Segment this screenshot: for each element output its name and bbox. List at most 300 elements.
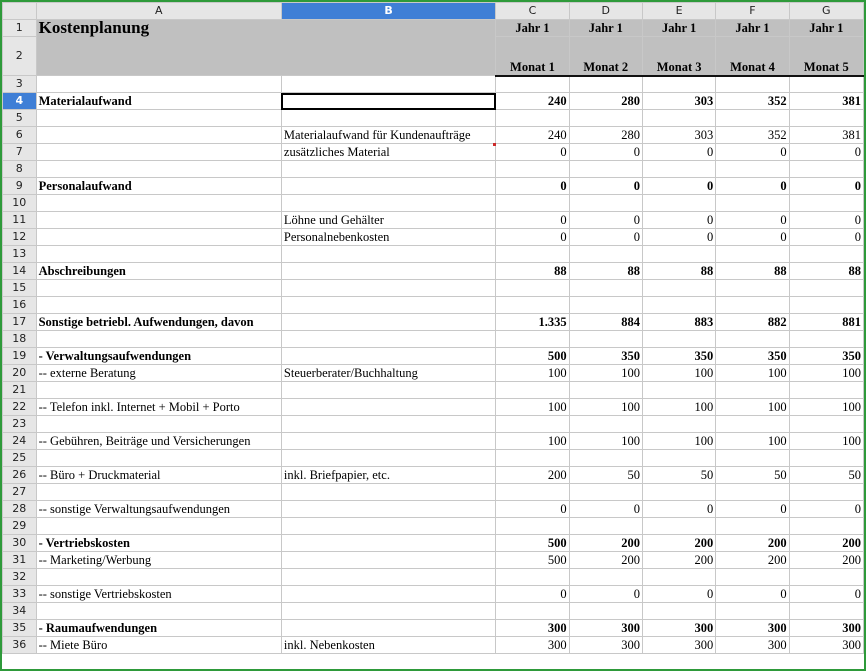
cell-value[interactable]: 0: [642, 229, 715, 246]
row-header[interactable]: 7: [3, 144, 37, 161]
cell-label[interactable]: [36, 603, 281, 620]
cell-note[interactable]: zusätzliches Material: [281, 144, 495, 161]
cell-label[interactable]: [36, 212, 281, 229]
cell-value[interactable]: 50: [789, 467, 863, 484]
cell-value[interactable]: [496, 484, 569, 501]
cell-value[interactable]: [642, 331, 715, 348]
cell-label[interactable]: [36, 110, 281, 127]
month-cell-c[interactable]: Monat 1: [496, 37, 569, 76]
cell-note[interactable]: inkl. Nebenkosten: [281, 637, 495, 654]
year-cell-g[interactable]: Jahr 1: [789, 20, 863, 37]
cell-value[interactable]: 0: [496, 229, 569, 246]
cell-label[interactable]: -- externe Beratung: [36, 365, 281, 382]
cell-label[interactable]: -- sonstige Verwaltungsaufwendungen: [36, 501, 281, 518]
cell-value[interactable]: 0: [789, 229, 863, 246]
row-header[interactable]: 17: [3, 314, 37, 331]
row-header[interactable]: 33: [3, 586, 37, 603]
cell-value[interactable]: [789, 450, 863, 467]
cell-value[interactable]: 100: [642, 399, 715, 416]
cell-note[interactable]: [281, 314, 495, 331]
cell-value[interactable]: 100: [569, 365, 642, 382]
cell-note[interactable]: [281, 76, 495, 93]
cell-value[interactable]: 352: [716, 93, 789, 110]
cell-value[interactable]: 0: [789, 178, 863, 195]
cell-value[interactable]: [789, 569, 863, 586]
cell-value[interactable]: 100: [496, 433, 569, 450]
cell-note[interactable]: [281, 450, 495, 467]
cell-value[interactable]: 300: [716, 620, 789, 637]
cell-label[interactable]: [36, 76, 281, 93]
cell-label[interactable]: -- Telefon inkl. Internet + Mobil + Porto: [36, 399, 281, 416]
cell-value[interactable]: 0: [642, 212, 715, 229]
year-cell-c[interactable]: Jahr 1: [496, 20, 569, 37]
cell-value[interactable]: 200: [569, 535, 642, 552]
cell-value[interactable]: [789, 484, 863, 501]
cell-value[interactable]: [569, 450, 642, 467]
cell-value[interactable]: 300: [789, 637, 863, 654]
row-header[interactable]: 3: [3, 76, 37, 93]
cell-value[interactable]: 500: [496, 348, 569, 365]
cell-label[interactable]: [36, 484, 281, 501]
cell-note[interactable]: [281, 195, 495, 212]
cell-value[interactable]: 350: [789, 348, 863, 365]
cell-value[interactable]: [716, 450, 789, 467]
month-cell-f[interactable]: Monat 4: [716, 37, 789, 76]
cell-value[interactable]: 100: [642, 433, 715, 450]
table-row: [3, 467, 864, 484]
cell-value[interactable]: [789, 246, 863, 263]
cell-value[interactable]: [789, 297, 863, 314]
selected-cell[interactable]: [281, 93, 495, 110]
cell-label[interactable]: Abschreibungen: [36, 263, 281, 280]
cell-note[interactable]: [281, 416, 495, 433]
cell-note[interactable]: [281, 348, 495, 365]
cell-value[interactable]: 100: [716, 433, 789, 450]
cell-value[interactable]: 300: [789, 620, 863, 637]
cell-value[interactable]: [496, 382, 569, 399]
cell-value[interactable]: 882: [716, 314, 789, 331]
cell-value[interactable]: 100: [569, 433, 642, 450]
row-header[interactable]: 8: [3, 161, 37, 178]
cell-value[interactable]: [642, 569, 715, 586]
cell-label[interactable]: [36, 416, 281, 433]
cell-value[interactable]: [496, 195, 569, 212]
cell-value[interactable]: 0: [496, 212, 569, 229]
cell-note[interactable]: [281, 484, 495, 501]
cell-note[interactable]: [281, 246, 495, 263]
cell-value[interactable]: [496, 518, 569, 535]
cell-value[interactable]: [789, 195, 863, 212]
table-row: [3, 195, 864, 212]
cell-note[interactable]: [281, 110, 495, 127]
cell-value[interactable]: [642, 484, 715, 501]
cell-value[interactable]: 200: [642, 552, 715, 569]
row-header[interactable]: 20: [3, 365, 37, 382]
cell-value[interactable]: 352: [716, 127, 789, 144]
column-header-b[interactable]: B: [281, 3, 495, 20]
cell-value[interactable]: 884: [569, 314, 642, 331]
row-header[interactable]: 4: [3, 93, 37, 110]
cell-value[interactable]: 883: [642, 314, 715, 331]
cell-value[interactable]: 0: [569, 178, 642, 195]
select-all-corner[interactable]: [3, 3, 37, 20]
cell-value[interactable]: 0: [789, 212, 863, 229]
row-header[interactable]: 5: [3, 110, 37, 127]
cell-note[interactable]: [281, 178, 495, 195]
row-header[interactable]: 19: [3, 348, 37, 365]
cell-label[interactable]: [36, 518, 281, 535]
cell-label[interactable]: [36, 195, 281, 212]
cell-label[interactable]: Materialaufwand: [36, 93, 281, 110]
cell-value[interactable]: 88: [789, 263, 863, 280]
cell-value[interactable]: 100: [716, 365, 789, 382]
cell-value[interactable]: 0: [716, 586, 789, 603]
cell-note[interactable]: [281, 382, 495, 399]
cell-value[interactable]: [496, 416, 569, 433]
cell-value[interactable]: 50: [716, 467, 789, 484]
cell-value[interactable]: 300: [642, 620, 715, 637]
column-header-f[interactable]: F: [716, 3, 789, 20]
cell-note[interactable]: Personalnebenkosten: [281, 229, 495, 246]
cell-value[interactable]: [789, 76, 863, 93]
cell-value[interactable]: [642, 195, 715, 212]
cell-note[interactable]: [281, 263, 495, 280]
cell-value[interactable]: [569, 297, 642, 314]
cell-label[interactable]: -- sonstige Vertriebskosten: [36, 586, 281, 603]
cell-label[interactable]: -- Büro + Druckmaterial: [36, 467, 281, 484]
cell-value[interactable]: [642, 161, 715, 178]
row-header[interactable]: 21: [3, 382, 37, 399]
cell-value[interactable]: [496, 603, 569, 620]
cell-note[interactable]: [281, 331, 495, 348]
cell-value[interactable]: 303: [642, 93, 715, 110]
cell-value[interactable]: 240: [496, 93, 569, 110]
cell-value[interactable]: 0: [789, 586, 863, 603]
cell-value[interactable]: 0: [642, 501, 715, 518]
row-header[interactable]: 9: [3, 178, 37, 195]
cell-note[interactable]: [281, 297, 495, 314]
row-header[interactable]: 25: [3, 450, 37, 467]
cell-value[interactable]: 100: [496, 399, 569, 416]
cell-value[interactable]: 350: [716, 348, 789, 365]
cell-label[interactable]: [36, 144, 281, 161]
cell-label[interactable]: - Vertriebskosten: [36, 535, 281, 552]
row-header[interactable]: 6: [3, 127, 37, 144]
cell-value[interactable]: 200: [496, 467, 569, 484]
cell-value[interactable]: [716, 195, 789, 212]
cell-label[interactable]: -- Miete Büro: [36, 637, 281, 654]
row-header[interactable]: 24: [3, 433, 37, 450]
cell-label[interactable]: [36, 331, 281, 348]
cell-value[interactable]: [642, 416, 715, 433]
cell-value[interactable]: [496, 450, 569, 467]
row-header[interactable]: 26: [3, 467, 37, 484]
cell-value[interactable]: 350: [642, 348, 715, 365]
cell-label[interactable]: [36, 246, 281, 263]
cell-value[interactable]: [569, 569, 642, 586]
cell-value[interactable]: [496, 331, 569, 348]
column-header-a[interactable]: A: [36, 3, 281, 20]
cell-value[interactable]: [569, 331, 642, 348]
cell-value[interactable]: [569, 195, 642, 212]
cell-value[interactable]: [716, 331, 789, 348]
cell-value[interactable]: [642, 450, 715, 467]
cell-note[interactable]: [281, 399, 495, 416]
cell-value[interactable]: 200: [789, 552, 863, 569]
cell-value[interactable]: [496, 297, 569, 314]
year-cell-f[interactable]: Jahr 1: [716, 20, 789, 37]
cell-value[interactable]: [716, 416, 789, 433]
cell-value[interactable]: 100: [569, 399, 642, 416]
cell-note[interactable]: [281, 603, 495, 620]
cell-label[interactable]: [36, 450, 281, 467]
row-header[interactable]: 31: [3, 552, 37, 569]
cell-value[interactable]: [716, 110, 789, 127]
cell-value[interactable]: 0: [789, 501, 863, 518]
cell-value[interactable]: 300: [496, 620, 569, 637]
cell-value[interactable]: 88: [642, 263, 715, 280]
cell-value[interactable]: 240: [496, 127, 569, 144]
row-header[interactable]: 16: [3, 297, 37, 314]
cell-value[interactable]: [642, 246, 715, 263]
row-header[interactable]: 27: [3, 484, 37, 501]
cell-label[interactable]: [36, 229, 281, 246]
cell-value[interactable]: 0: [642, 178, 715, 195]
cell-note[interactable]: [281, 535, 495, 552]
cell-value[interactable]: [716, 569, 789, 586]
cell-value[interactable]: [716, 484, 789, 501]
cell-value[interactable]: 200: [569, 552, 642, 569]
cell-value[interactable]: 500: [496, 552, 569, 569]
cell-label[interactable]: [36, 280, 281, 297]
cell-value[interactable]: 300: [569, 620, 642, 637]
cell-value[interactable]: [789, 280, 863, 297]
cell-note[interactable]: [281, 569, 495, 586]
cell-value[interactable]: 0: [642, 144, 715, 161]
cell-value[interactable]: [789, 331, 863, 348]
row-header[interactable]: 36: [3, 637, 37, 654]
cell-value[interactable]: [569, 382, 642, 399]
cell-note[interactable]: [281, 161, 495, 178]
cell-value[interactable]: [642, 280, 715, 297]
cell-value[interactable]: 100: [789, 399, 863, 416]
cell-value[interactable]: 500: [496, 535, 569, 552]
cell-value[interactable]: 50: [569, 467, 642, 484]
cell-value[interactable]: [716, 603, 789, 620]
cell-value[interactable]: 300: [569, 637, 642, 654]
table-row: [3, 416, 864, 433]
cell-label[interactable]: Sonstige betriebl. Aufwendungen, davon: [36, 314, 281, 331]
cell-value[interactable]: [569, 76, 642, 93]
cell-value[interactable]: 0: [569, 229, 642, 246]
row-header[interactable]: 29: [3, 518, 37, 535]
cell-value[interactable]: 300: [716, 637, 789, 654]
cell-value[interactable]: [716, 76, 789, 93]
cell-label[interactable]: - Verwaltungsaufwendungen: [36, 348, 281, 365]
cell-value[interactable]: 0: [789, 144, 863, 161]
cell-label[interactable]: -- Gebühren, Beiträge und Versicherungen: [36, 433, 281, 450]
cell-label[interactable]: [36, 127, 281, 144]
cell-value[interactable]: [569, 416, 642, 433]
cell-value[interactable]: [789, 110, 863, 127]
row-header[interactable]: 30: [3, 535, 37, 552]
row-header-1[interactable]: 1: [3, 20, 37, 37]
cell-value[interactable]: 381: [789, 127, 863, 144]
month-cell-g[interactable]: Monat 5: [789, 37, 863, 76]
cell-value[interactable]: 100: [789, 433, 863, 450]
cell-value[interactable]: 100: [496, 365, 569, 382]
cell-value[interactable]: 0: [496, 586, 569, 603]
year-cell-e[interactable]: Jahr 1: [642, 20, 715, 37]
row-header[interactable]: 15: [3, 280, 37, 297]
cell-value[interactable]: 381: [789, 93, 863, 110]
cell-value[interactable]: 0: [569, 501, 642, 518]
cell-value[interactable]: 100: [716, 399, 789, 416]
cell-value[interactable]: [789, 382, 863, 399]
cell-value[interactable]: 88: [716, 263, 789, 280]
month-cell-d[interactable]: Monat 2: [569, 37, 642, 76]
column-header-g[interactable]: G: [789, 3, 863, 20]
cell-value[interactable]: [789, 416, 863, 433]
cell-value[interactable]: [569, 110, 642, 127]
row-header-2[interactable]: 2: [3, 37, 37, 76]
cell-note[interactable]: [281, 552, 495, 569]
cell-note[interactable]: [281, 620, 495, 637]
column-header-e[interactable]: E: [642, 3, 715, 20]
cell-note[interactable]: [281, 586, 495, 603]
row-header[interactable]: 34: [3, 603, 37, 620]
cell-note[interactable]: [281, 501, 495, 518]
cell-value[interactable]: 100: [642, 365, 715, 382]
cell-value[interactable]: [716, 297, 789, 314]
cell-note[interactable]: Materialaufwand für Kundenaufträge: [281, 127, 495, 144]
cell-value[interactable]: [716, 382, 789, 399]
cell-note[interactable]: [281, 518, 495, 535]
cell-value[interactable]: [496, 280, 569, 297]
cell-value[interactable]: [569, 280, 642, 297]
cell-value[interactable]: [569, 518, 642, 535]
cell-value[interactable]: 88: [496, 263, 569, 280]
cell-value[interactable]: [642, 518, 715, 535]
cell-value[interactable]: [789, 161, 863, 178]
cell-value[interactable]: 0: [716, 144, 789, 161]
sheet-title-cell[interactable]: Kostenplanung: [36, 20, 496, 76]
cell-note[interactable]: [281, 280, 495, 297]
cell-value[interactable]: [569, 484, 642, 501]
cell-value[interactable]: 1.335: [496, 314, 569, 331]
cell-value[interactable]: [642, 603, 715, 620]
table-row: [3, 484, 864, 501]
cell-label[interactable]: [36, 382, 281, 399]
cell-value[interactable]: 0: [496, 178, 569, 195]
column-header-d[interactable]: D: [569, 3, 642, 20]
cell-value[interactable]: [642, 297, 715, 314]
cell-value[interactable]: 303: [642, 127, 715, 144]
cell-value[interactable]: 0: [496, 501, 569, 518]
row-header[interactable]: 11: [3, 212, 37, 229]
cell-value[interactable]: 0: [569, 144, 642, 161]
cell-value[interactable]: [496, 161, 569, 178]
cell-value[interactable]: 0: [569, 586, 642, 603]
row-header[interactable]: 12: [3, 229, 37, 246]
cell-note[interactable]: [281, 433, 495, 450]
cell-value[interactable]: 300: [496, 637, 569, 654]
cell-value[interactable]: 350: [569, 348, 642, 365]
cell-value[interactable]: [642, 110, 715, 127]
column-header-c[interactable]: C: [496, 3, 569, 20]
row-header[interactable]: 18: [3, 331, 37, 348]
table-row: [3, 382, 864, 399]
cell-value[interactable]: 0: [569, 212, 642, 229]
cell-value[interactable]: [716, 518, 789, 535]
cell-value[interactable]: [716, 280, 789, 297]
cell-label[interactable]: Personalaufwand: [36, 178, 281, 195]
cell-label[interactable]: - Raumaufwendungen: [36, 620, 281, 637]
row-header[interactable]: 13: [3, 246, 37, 263]
row-header[interactable]: 28: [3, 501, 37, 518]
cell-value[interactable]: [496, 76, 569, 93]
cell-label[interactable]: [36, 297, 281, 314]
cell-value[interactable]: 200: [642, 535, 715, 552]
year-cell-d[interactable]: Jahr 1: [569, 20, 642, 37]
cell-value[interactable]: [496, 246, 569, 263]
cell-value[interactable]: 0: [716, 212, 789, 229]
cell-value[interactable]: 0: [716, 501, 789, 518]
row-header[interactable]: 23: [3, 416, 37, 433]
row-header[interactable]: 35: [3, 620, 37, 637]
cell-value[interactable]: 0: [642, 586, 715, 603]
row-header[interactable]: 32: [3, 569, 37, 586]
cell-note[interactable]: inkl. Briefpapier, etc.: [281, 467, 495, 484]
cell-value[interactable]: [496, 569, 569, 586]
cell-value[interactable]: [496, 110, 569, 127]
cell-value[interactable]: 100: [789, 365, 863, 382]
cell-value[interactable]: [642, 76, 715, 93]
cell-value[interactable]: 0: [496, 144, 569, 161]
cell-value[interactable]: [569, 161, 642, 178]
cell-label[interactable]: -- Marketing/Werbung: [36, 552, 281, 569]
cell-value[interactable]: [789, 603, 863, 620]
month-cell-e[interactable]: Monat 3: [642, 37, 715, 76]
table-row: [3, 263, 864, 280]
row-header[interactable]: 22: [3, 399, 37, 416]
cell-value[interactable]: 50: [642, 467, 715, 484]
cell-value[interactable]: 88: [569, 263, 642, 280]
cell-value[interactable]: [789, 518, 863, 535]
cell-value[interactable]: [716, 246, 789, 263]
cell-value[interactable]: 0: [716, 178, 789, 195]
row-header[interactable]: 14: [3, 263, 37, 280]
cell-value[interactable]: [642, 382, 715, 399]
cell-note[interactable]: Steuerberater/Buchhaltung: [281, 365, 495, 382]
row-header[interactable]: 10: [3, 195, 37, 212]
cell-value[interactable]: 0: [716, 229, 789, 246]
cell-value[interactable]: 200: [789, 535, 863, 552]
cell-value[interactable]: 881: [789, 314, 863, 331]
cell-value[interactable]: [569, 603, 642, 620]
cell-label[interactable]: [36, 161, 281, 178]
cell-value[interactable]: 200: [716, 552, 789, 569]
cell-value[interactable]: [569, 246, 642, 263]
cell-label[interactable]: [36, 569, 281, 586]
cell-note[interactable]: Löhne und Gehälter: [281, 212, 495, 229]
cell-value[interactable]: 280: [569, 93, 642, 110]
cell-value[interactable]: 300: [642, 637, 715, 654]
cell-value[interactable]: 200: [716, 535, 789, 552]
cell-value[interactable]: [716, 161, 789, 178]
table-row: [3, 331, 864, 348]
cell-value[interactable]: 280: [569, 127, 642, 144]
